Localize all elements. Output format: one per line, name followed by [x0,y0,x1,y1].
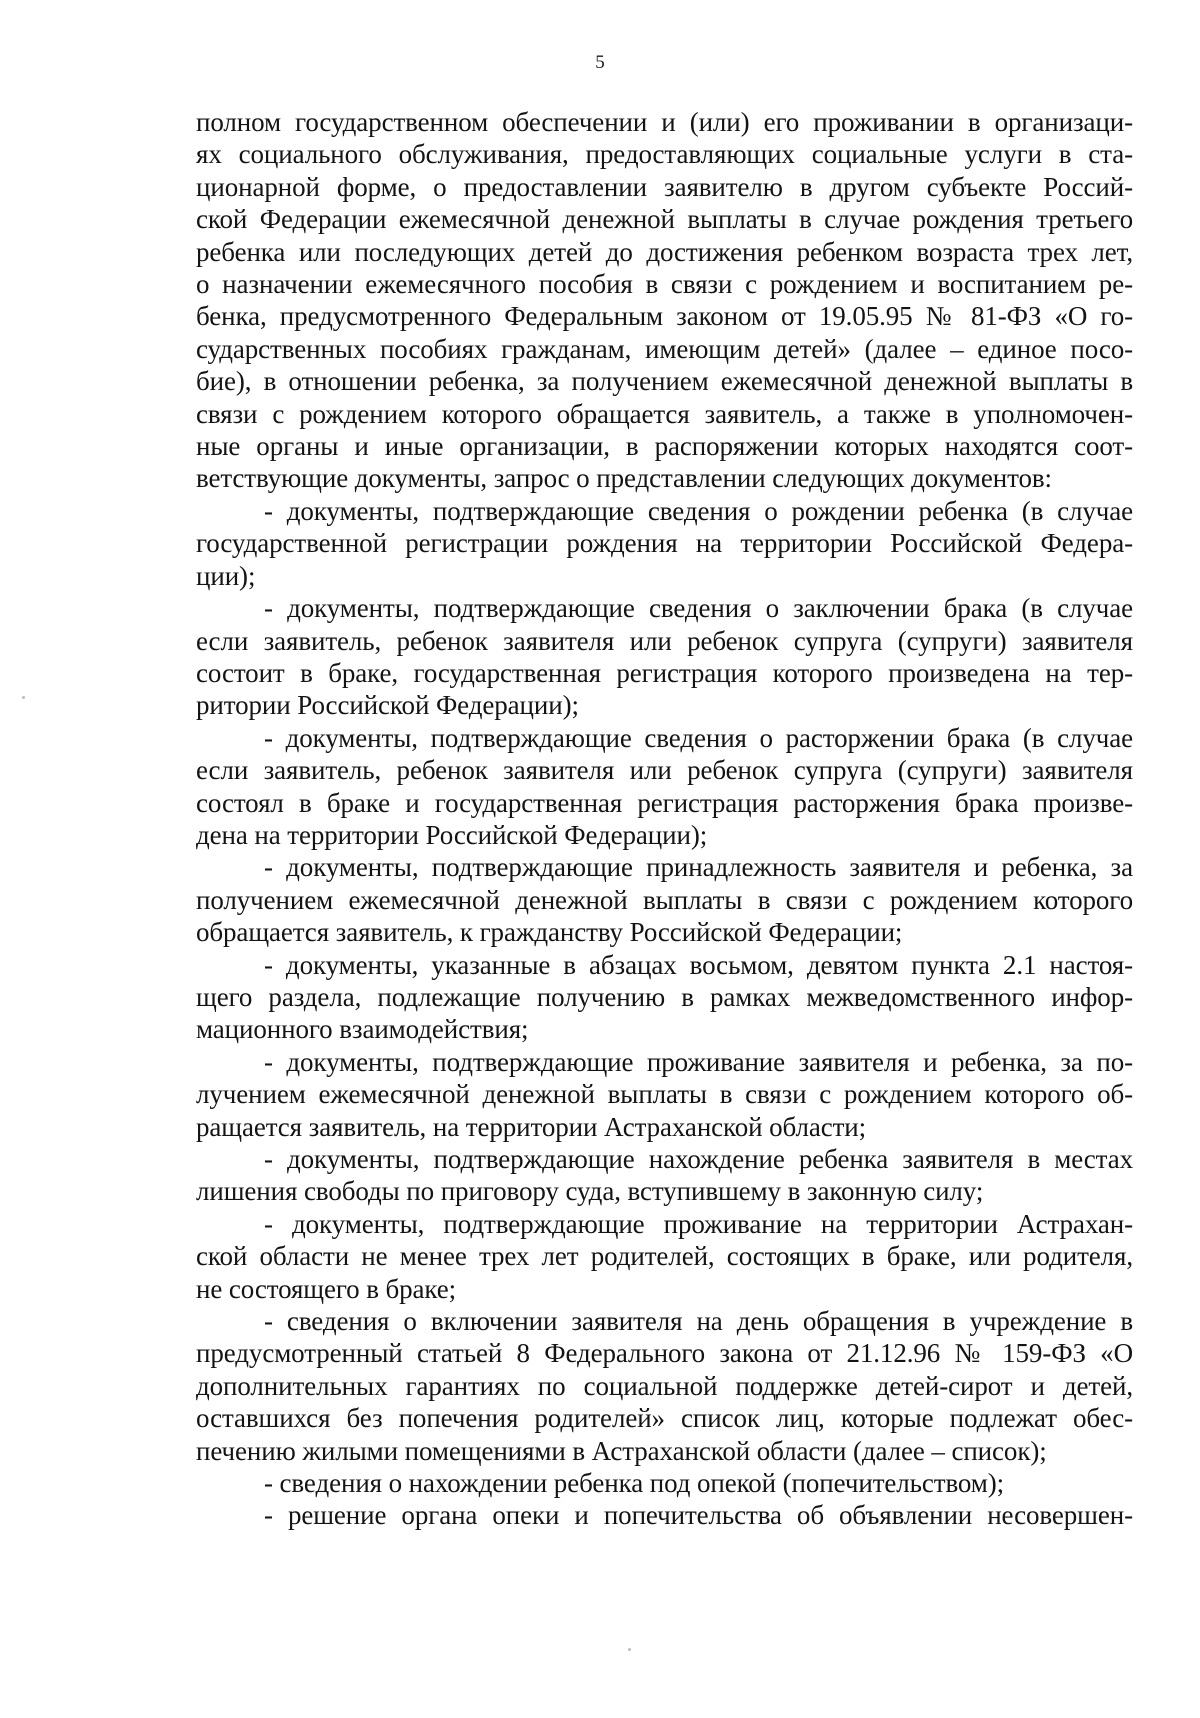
paragraph-intro-continuation [196,106,1133,495]
text-line: связи с рождением которого обращается заявитель, а также в уполномочен- [196,398,1133,429]
list-item-divorce-documents [196,722,1133,852]
text-line: если заявитель, ребенок заявителя или ребенок супруга (супруги) заявителя [196,625,1133,656]
text-line: о назначении ежемесячного пособия в связи с рождением и воспитанием ре- [196,269,1133,300]
text-line: - документы, подтверждающие сведения о заключении брака (в случае [264,593,1133,624]
list-item-guardianship-decision [196,1499,1133,1531]
text-line: мационного взаимодействия; [196,1014,529,1045]
text-line: щего раздела, подлежащие получению в рамках межведомственного инфор- [196,981,1133,1012]
text-line: - документы, указанные в абзацах восьмом, девятом пункта 2.1 настоя- [264,949,1133,980]
list-item-birth-documents [196,495,1133,592]
text-line: если заявитель, ребенок заявителя или ребенок супруга (супруги) заявителя [196,755,1133,786]
list-item-detention-documents [196,1143,1133,1208]
list-item-interagency-documents [196,949,1133,1046]
list-item-guardianship-info [196,1467,1133,1499]
text-line: - сведения о нахождении ребенка под опекой (попечительством); [264,1468,1005,1499]
text-line: дена на территории Российской Федерации); [196,819,708,850]
list-item-residence-documents [196,1046,1133,1143]
text-line: ции); [196,560,256,591]
text-line: - документы, подтверждающие нахождение ребенка заявителя в местах [264,1144,1133,1174]
text-line: печению жилыми помещениями в Астраханской области (далее – список); [196,1435,1047,1466]
text-line: полном государственном обеспечении и (или) его проживании в организаци- [196,107,1133,137]
text-line: получением ежемесячной денежной выплаты в связи с рождением которого [196,884,1133,915]
document-body [196,106,1133,1532]
text-line: бие), в отношении ребенка, за получением ежемесячной денежной выплаты в [196,366,1133,397]
text-line: ращается заявитель, на территории Астраханской области; [196,1111,867,1142]
text-line: ской области не менее трех лет родителей, состоящих в браке, или родителя, [196,1241,1133,1272]
text-line: состоит в браке, государственная регистрация которого произведена на тер- [196,657,1133,688]
text-line: - документы, подтверждающие проживание на территории Астрахан- [264,1208,1133,1239]
text-line: - документы, подтверждающие сведения о рождении ребенка (в случае [264,495,1133,526]
text-line: ционарной форме, о предоставлении заявителю в другом субъекте Россий- [196,171,1133,202]
text-line: - сведения о включении заявителя на день обращения в учреждение в [264,1306,1133,1337]
text-line: ребенка или последующих детей до достижения ребенком возраста трех лет, [196,236,1133,267]
text-line: государственной регистрации рождения на территории Российской Федера- [196,528,1133,559]
text-line: - документы, подтверждающие сведения о расторжении брака (в случае [264,722,1133,753]
text-line: ные органы и иные организации, в распоряжении которых находятся соот- [196,431,1133,462]
text-line: оставшихся без попечения родителей» список лиц, которые подлежат обес- [196,1403,1133,1434]
scan-speck [628,1648,631,1651]
text-line: ской Федерации ежемесячной денежной выплаты в случае рождения третьего [196,204,1133,235]
list-item-citizenship-documents [196,851,1133,948]
text-line: - решение органа опеки и попечительства об объявлении несовершен- [264,1500,1133,1531]
list-item-marriage-documents [196,592,1133,722]
text-line: ветствующие документы, запрос о представлении следующих документов: [196,463,1052,494]
list-item-housing-list-info [196,1305,1133,1467]
page-number: 5 [595,52,605,73]
text-line: дополнительных гарантиях по социальной поддержке детей-сирот и детей, [196,1370,1133,1401]
text-line: сударственных пособиях гражданам, имеющим детей» (далее – единое посо- [196,333,1133,364]
text-line: лишения свободы по приговору суда, вступившему в законную силу; [196,1176,984,1207]
text-line: - документы, подтверждающие принадлежность заявителя и ребенка, за [264,852,1133,883]
text-line: - документы, подтверждающие проживание заявителя и ребенка, за по- [264,1046,1133,1077]
text-line: не состоящего в браке; [196,1273,457,1304]
text-line: ритории Российской Федерации); [196,690,579,721]
text-line: лучением ежемесячной денежной выплаты в связи с рождением которого об- [196,1079,1133,1110]
text-line: состоял в браке и государственная регистрация расторжения брака произве- [196,787,1133,818]
text-line: ях социального обслуживания, предоставляющих социальные услуги в ста- [196,139,1133,170]
text-line: предусмотренный статьей 8 Федерального закона от 21.12.96 № 159-ФЗ «О [196,1338,1133,1369]
text-line: обращается заявитель, к гражданству Российской Федерации; [196,917,903,948]
text-line: бенка, предусмотренного Федеральным законом от 19.05.95 № 81-ФЗ «О го- [196,301,1133,332]
scan-speck [22,696,25,699]
list-item-parents-residence-documents [196,1208,1133,1305]
